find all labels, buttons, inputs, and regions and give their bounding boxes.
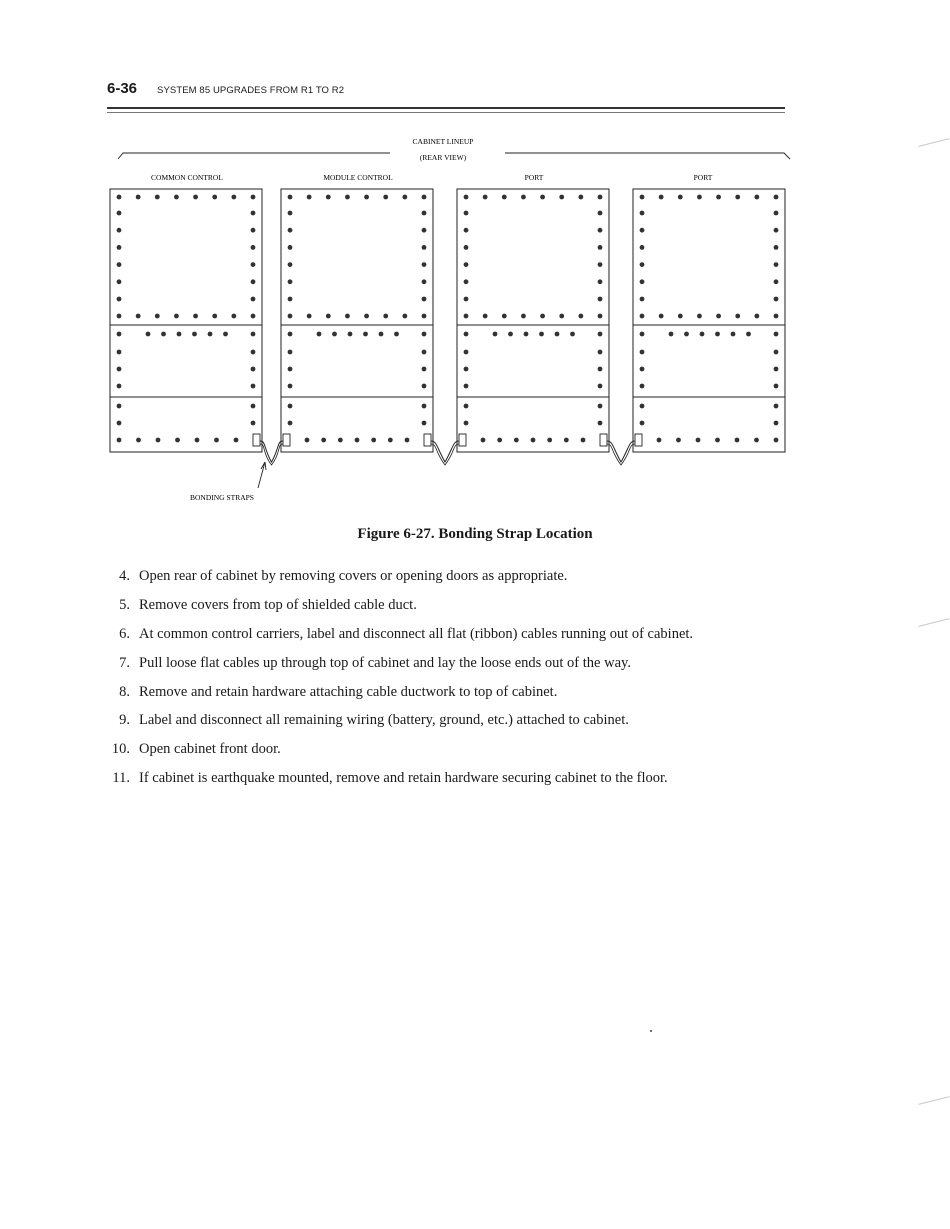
rivet-dot [731,332,736,337]
rivet-dot [598,195,603,200]
rivet-dot [305,438,310,443]
rivet-dot [657,438,662,443]
step-number: 6. [119,625,130,642]
rivet-dot [774,195,779,200]
rivet-dot [321,438,326,443]
strap-terminal [283,434,290,446]
procedure-step [100,620,693,649]
rivet-dot [483,195,488,200]
rivet-dot [288,262,293,267]
rivet-dot [696,438,701,443]
rivet-dot [288,211,293,216]
rivet-dot [735,195,740,200]
figure-caption: Figure 6-27. Bonding Strap Location [357,526,593,542]
rivet-dot [735,438,740,443]
figure-title-line2: (REAR VIEW) [419,153,467,162]
rivet-dot [192,332,197,337]
rivet-dot [559,314,564,319]
cabinet-port-2 [633,189,785,452]
rivet-dot [464,384,469,389]
cabinet-common-control [110,189,262,452]
rivet-dot [288,195,293,200]
rivet-dot [481,438,486,443]
rivet-dot [363,332,368,337]
rivet-dot [464,228,469,233]
rivet-dot [464,332,469,337]
cabinet-label-port-1: PORT [524,173,544,182]
procedure-step [100,562,693,591]
rivet-dot [640,245,645,250]
rivet-dot [514,438,519,443]
rivet-dot [640,404,645,409]
page-number: 6-36 [107,80,138,97]
rivet-dot [464,404,469,409]
rivet-dot [136,195,141,200]
rivet-dot [422,297,427,302]
rivet-dot [117,211,122,216]
step-text: Label and disconnect all remaining wiring (battery, ground, etc.) attached to cabinet. [139,712,629,729]
rivet-dot [251,367,256,372]
rivet-dot [774,332,779,337]
rivet-dot [117,438,122,443]
bonding-strap [253,434,290,465]
rivet-dot [364,195,369,200]
rivet-dot [364,314,369,319]
rivet-dot [317,332,322,337]
bonding-strap [424,434,466,465]
rivet-dot [716,314,721,319]
rivet-dot [640,332,645,337]
bonding-straps-label: BONDING STRAPS [190,493,254,502]
rivet-dot [540,195,545,200]
rivet-dot [251,262,256,267]
rivet-dot [251,384,256,389]
rivet-dot [598,367,603,372]
rivet-dot [640,195,645,200]
rivet-dot [539,332,544,337]
rivet-dot [774,279,779,284]
rivet-dot [774,367,779,372]
rivet-dot [774,438,779,443]
bonding-strap [600,434,642,465]
rivet-dot [117,262,122,267]
rivet-dot [754,314,759,319]
rivet-dot [640,384,645,389]
strap-terminal [635,434,642,446]
rivet-dot [155,195,160,200]
strap-cable [431,441,459,462]
rivet-dot [156,438,161,443]
rivet-dot [251,404,256,409]
rivet-dot [422,384,427,389]
rivet-dot [175,438,180,443]
rivet-dot [355,438,360,443]
rivet-dot [774,228,779,233]
rivet-dot [640,279,645,284]
rivet-dot [464,314,469,319]
rivet-dot [598,211,603,216]
rivet-dot [251,245,256,250]
rivet-dot [195,438,200,443]
rivet-dot [117,279,122,284]
rivet-dot [422,404,427,409]
rivet-dot [146,332,151,337]
cabinet-label-module-control: MODULE CONTROL [323,173,393,182]
rivet-dot [464,262,469,267]
rivet-dot [640,367,645,372]
rivet-dot [117,297,122,302]
rivet-dot [136,438,141,443]
rivet-dot [383,195,388,200]
rivet-dot [117,384,122,389]
rivet-dot [598,245,603,250]
rivet-dot [669,332,674,337]
rivet-dot [193,314,198,319]
rivet-dot [598,314,603,319]
rivet-dot [117,332,122,337]
rivet-dot [422,211,427,216]
rivet-dot [288,367,293,372]
rivet-dot [117,245,122,250]
cabinet-lineup-diagram [0,0,950,520]
rivet-dot [578,314,583,319]
rivet-dot [136,314,141,319]
rivet-dot [564,438,569,443]
cabinet-label-port-2: PORT [693,173,713,182]
step-text: Remove covers from top of shielded cable duct. [139,596,417,613]
rivet-dot [212,314,217,319]
rivet-dot [715,438,720,443]
rivet-dot [422,228,427,233]
rivet-dot [231,314,236,319]
rivet-dot [508,332,513,337]
rivet-dot [640,211,645,216]
rivet-dot [464,245,469,250]
rivet-dot [288,404,293,409]
procedure-steps [100,562,693,793]
step-text: Remove and retain hardware attaching cable ductwork to top of cabinet. [139,683,558,700]
rivet-dot [746,332,751,337]
strap-cable [607,441,635,462]
step-number: 9. [119,712,130,729]
rivet-dot [570,332,575,337]
rivet-dot [502,195,507,200]
strap-terminal [253,434,260,446]
rivet-dot [193,195,198,200]
rivet-dot [371,438,376,443]
strap-terminal [600,434,607,446]
rivet-dot [464,350,469,355]
step-number: 11. [112,770,130,787]
rivet-dot [598,262,603,267]
strap-terminal [459,434,466,446]
rivet-dot [464,195,469,200]
rivet-dot [464,211,469,216]
step-text: If cabinet is earthquake mounted, remove and retain hardware securing cabinet to the floor. [139,770,668,787]
rivet-dot [774,211,779,216]
rivet-dot [117,421,122,426]
rivet-dot [555,332,560,337]
rivet-dot [483,314,488,319]
rivet-dot [405,438,410,443]
rivet-dot [559,195,564,200]
rivet-dot [598,332,603,337]
rivet-dot [161,332,166,337]
rivet-dot [383,314,388,319]
rivet-dot [307,195,312,200]
rivet-dot [422,245,427,250]
rivet-dot [598,279,603,284]
rivet-dot [640,421,645,426]
rivet-dot [422,195,427,200]
rivet-dot [678,195,683,200]
rivet-dot [774,245,779,250]
rivet-dot [697,195,702,200]
rivet-dot [774,404,779,409]
rivet-dot [177,332,182,337]
rivet-dot [288,421,293,426]
rivet-dot [345,314,350,319]
rivet-dot [251,279,256,284]
procedure-step [100,591,693,620]
rivet-dot [388,438,393,443]
rivet-dot [464,367,469,372]
rivet-dot [774,384,779,389]
rivet-dot [774,262,779,267]
rivet-dot [307,314,312,319]
rivet-dot [684,332,689,337]
step-text: Pull loose flat cables up through top of cabinet and lay the loose ends out of the way. [139,654,631,671]
rivet-dot [422,262,427,267]
rivet-dot [214,438,219,443]
lineup-bracket-right [505,153,790,159]
rivet-dot [338,438,343,443]
rivet-dot [735,314,740,319]
rivet-dot [251,421,256,426]
rivet-dot [581,438,586,443]
rivet-dot [464,279,469,284]
rivet-dot [117,404,122,409]
rivet-dot [288,279,293,284]
step-text: At common control carriers, label and disconnect all flat (ribbon) cables running out of cabinet. [139,625,694,642]
rivet-dot [251,332,256,337]
rivet-dot [422,367,427,372]
strap-terminal [424,434,431,446]
rivet-dot [640,297,645,302]
rivet-dot [493,332,498,337]
rivet-dot [774,350,779,355]
rivet-dot [251,314,256,319]
rivet-dot [502,314,507,319]
rivet-dot [174,314,179,319]
rivet-dot [659,314,664,319]
rivet-dot [332,332,337,337]
rivet-dot [640,262,645,267]
rivet-dot [348,332,353,337]
rivet-dot [697,314,702,319]
rivet-dot [288,332,293,337]
rivet-dot [288,297,293,302]
rivet-dot [578,195,583,200]
rivet-dot [754,438,759,443]
rivet-dot [251,297,256,302]
rivet-dot [422,314,427,319]
scan-margin-mark [918,618,949,627]
procedure-step [100,649,693,678]
rivet-dot [394,332,399,337]
strap-cable [260,441,283,462]
running-title: SYSTEM 85 UPGRADES FROM R1 TO R2 [157,85,345,96]
rivet-dot [422,332,427,337]
rivet-dot [379,332,384,337]
rivet-dot [117,195,122,200]
rivet-dot [715,332,720,337]
rivet-dot [288,350,293,355]
step-number: 10. [111,741,130,758]
cabinet-module-control [281,189,433,452]
rivet-dot [598,421,603,426]
rivet-dot [521,314,526,319]
rivet-dot [640,350,645,355]
rivet-dot [117,228,122,233]
step-text: Open rear of cabinet by removing covers or opening doors as appropriate. [139,567,568,584]
procedure-step [100,764,693,793]
cabinet-outline [633,189,785,452]
rivet-dot [716,195,721,200]
rivet-dot [700,332,705,337]
rivet-dot [531,438,536,443]
rivet-dot [117,314,122,319]
rivet-dot [288,245,293,250]
rivet-dot [640,228,645,233]
rivet-dot [288,314,293,319]
rivet-dot [754,195,759,200]
rivet-dot [598,350,603,355]
rivet-dot [326,195,331,200]
step-number: 7. [119,654,130,671]
rivet-dot [402,195,407,200]
lineup-bracket-left [118,153,390,159]
rivet-dot [774,421,779,426]
rivet-dot [251,195,256,200]
rivet-dot [598,297,603,302]
rivet-dot [251,228,256,233]
figure-title-line1: CABINET LINEUP [412,137,474,146]
cabinet-port-1 [457,189,609,452]
rivet-dot [223,332,228,337]
rivet-dot [774,297,779,302]
rivet-dot [422,350,427,355]
rivet-dot [117,367,122,372]
rivet-dot [524,332,529,337]
step-number: 4. [119,567,130,584]
procedure-step [100,678,693,707]
rivet-dot [422,279,427,284]
rivet-dot [234,438,239,443]
rivet-dot [155,314,160,319]
rivet-dot [540,314,545,319]
rivet-dot [678,314,683,319]
rivet-dot [464,297,469,302]
cabinets-group [110,189,785,452]
rivet-dot [345,195,350,200]
step-number: 8. [119,683,130,700]
cabinet-outline [457,189,609,452]
rivet-dot [464,421,469,426]
step-number: 5. [119,596,130,613]
step-text: Open cabinet front door. [139,741,281,758]
rivet-dot [676,438,681,443]
rivet-dot [231,195,236,200]
rivet-dot [659,195,664,200]
rivet-dot [326,314,331,319]
scan-margin-mark [918,1096,949,1105]
rivet-dot [774,314,779,319]
rivet-dot [212,195,217,200]
cabinet-outline [110,189,262,452]
rivet-dot [598,404,603,409]
rivet-dot [288,384,293,389]
cabinet-outline [281,189,433,452]
rivet-dot [422,421,427,426]
rivet-dot [521,195,526,200]
rivet-dot [288,228,293,233]
procedure-step [100,735,693,764]
procedure-step [100,706,693,735]
scan-speck [650,1030,652,1032]
rivet-dot [117,350,122,355]
rivet-dot [598,384,603,389]
rivet-dot [174,195,179,200]
rivet-dot [598,228,603,233]
rivet-dot [497,438,502,443]
rivet-dot [251,350,256,355]
strap-leader-line [258,462,265,488]
cabinet-label-common-control: COMMON CONTROL [151,173,223,182]
rivet-dot [547,438,552,443]
rivet-dot [402,314,407,319]
rivet-dot [640,314,645,319]
rivet-dot [208,332,213,337]
rivet-dot [251,211,256,216]
